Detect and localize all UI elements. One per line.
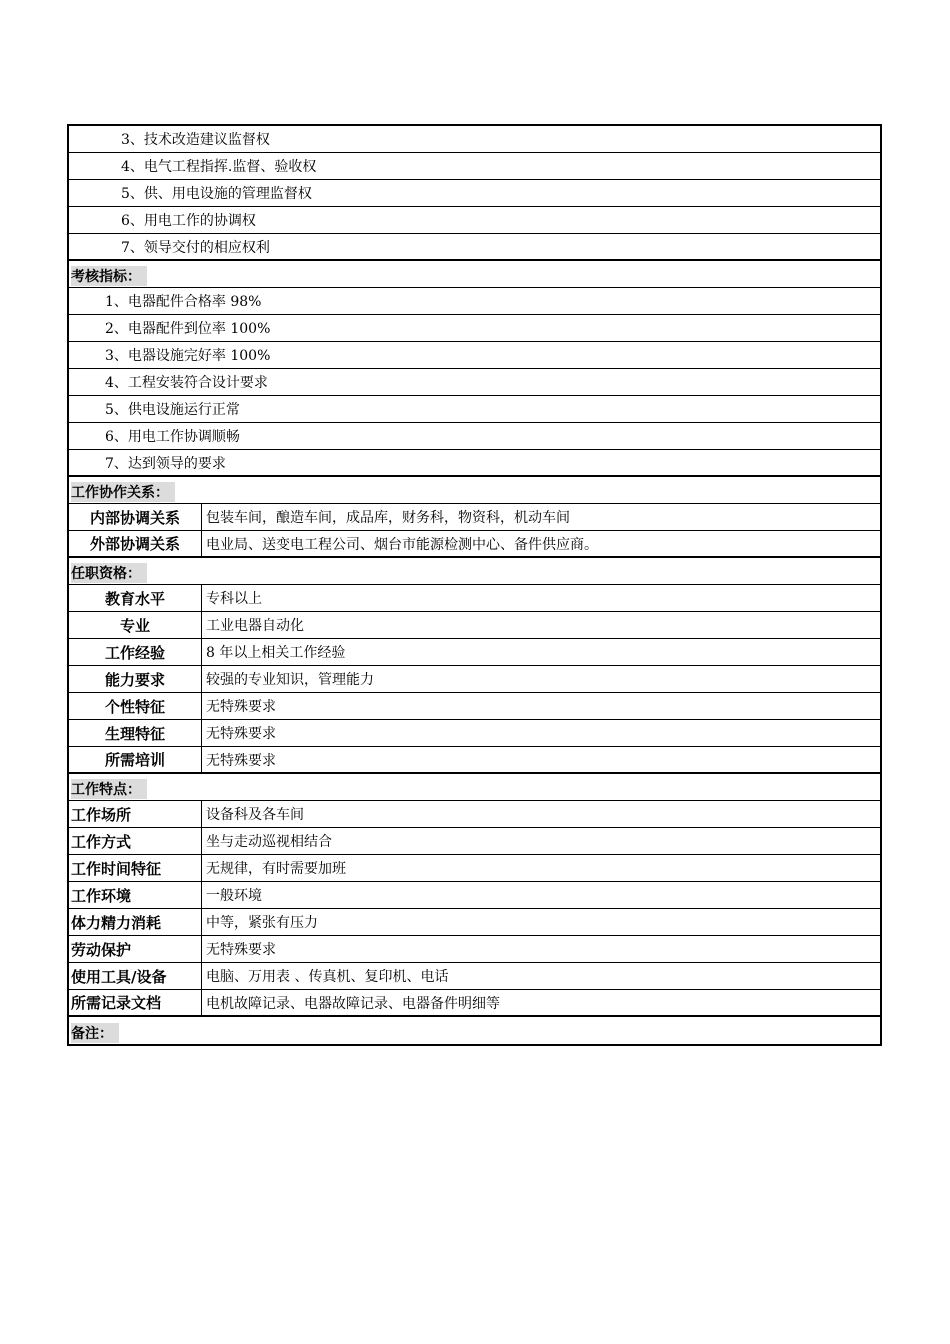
qualification-label: 教育水平 bbox=[69, 585, 202, 611]
kpi-row bbox=[69, 450, 880, 477]
features-section-header bbox=[69, 774, 880, 801]
remarks-section-header bbox=[69, 1017, 880, 1044]
features-title: 工作特点： bbox=[71, 779, 147, 799]
qualification-row bbox=[69, 666, 880, 693]
feature-row bbox=[69, 990, 880, 1017]
authority-row bbox=[69, 207, 880, 234]
authority-item: 6、用电工作的协调权 bbox=[121, 213, 256, 229]
qualification-row bbox=[69, 612, 880, 639]
qualification-label: 能力要求 bbox=[69, 666, 202, 692]
feature-value: 电机故障记录、电器故障记录、电器备件明细等 bbox=[206, 995, 500, 1012]
kpi-row bbox=[69, 315, 880, 342]
qualification-row bbox=[69, 747, 880, 774]
internal-relations-value: 包装车间，酿造车间，成品库，财务科，物资科，机动车间 bbox=[206, 510, 570, 526]
qualification-label: 生理特征 bbox=[69, 720, 202, 746]
feature-value: 无规律，有时需要加班 bbox=[206, 861, 346, 877]
feature-label: 体力精力消耗 bbox=[69, 909, 202, 935]
authority-item: 3、技术改造建议监督权 bbox=[121, 132, 270, 148]
feature-row bbox=[69, 963, 880, 990]
authority-row bbox=[69, 180, 880, 207]
feature-row bbox=[69, 828, 880, 855]
feature-label: 工作场所 bbox=[69, 801, 202, 827]
kpi-item: 7、达到领导的要求 bbox=[105, 455, 226, 472]
qualification-value: 无特殊要求 bbox=[206, 726, 276, 742]
qualification-label: 所需培训 bbox=[69, 747, 202, 772]
feature-label: 工作环境 bbox=[69, 882, 202, 908]
qualification-value: 工业电器自动化 bbox=[206, 618, 304, 634]
kpi-item: 2、电器配件到位率 100% bbox=[105, 321, 271, 337]
kpi-item: 4、工程安装符合设计要求 bbox=[105, 375, 268, 391]
feature-row bbox=[69, 909, 880, 936]
authority-item: 4、电气工程指挥.监督、验收权 bbox=[121, 159, 317, 175]
qualification-value: 8 年以上相关工作经验 bbox=[206, 645, 346, 661]
authority-row bbox=[69, 234, 880, 261]
qualification-label: 专业 bbox=[69, 612, 202, 638]
internal-relations-row bbox=[69, 504, 880, 531]
feature-value: 设备科及各车间 bbox=[206, 807, 304, 823]
qualification-label: 工作经验 bbox=[69, 639, 202, 665]
remarks-title: 备注： bbox=[71, 1023, 119, 1043]
kpi-title: 考核指标： bbox=[71, 266, 147, 286]
kpi-item: 6、用电工作协调顺畅 bbox=[105, 429, 240, 445]
qualification-value: 无特殊要求 bbox=[206, 699, 276, 715]
internal-relations-label: 内部协调关系 bbox=[69, 504, 202, 530]
feature-row bbox=[69, 936, 880, 963]
feature-label: 劳动保护 bbox=[69, 936, 202, 962]
authority-item: 7、领导交付的相应权利 bbox=[121, 239, 270, 256]
kpi-row bbox=[69, 369, 880, 396]
kpi-row bbox=[69, 396, 880, 423]
qualifications-title: 任职资格： bbox=[71, 563, 147, 583]
kpi-item: 3、电器设施完好率 100% bbox=[105, 348, 271, 364]
qualification-value: 无特殊要求 bbox=[206, 752, 276, 769]
authority-row bbox=[69, 153, 880, 180]
qualification-row bbox=[69, 693, 880, 720]
feature-value: 中等，紧张有压力 bbox=[206, 915, 318, 931]
feature-label: 所需记录文档 bbox=[69, 990, 202, 1015]
feature-value: 无特殊要求 bbox=[206, 942, 276, 958]
external-relations-label: 外部协调关系 bbox=[69, 531, 202, 556]
feature-label: 使用工具/设备 bbox=[69, 963, 202, 989]
qualification-label: 个性特征 bbox=[69, 693, 202, 719]
qualification-value: 较强的专业知识，管理能力 bbox=[206, 672, 374, 688]
kpi-row bbox=[69, 288, 880, 315]
kpi-item: 1、电器配件合格率 98% bbox=[105, 294, 262, 310]
authority-row bbox=[69, 126, 880, 153]
qualification-value: 专科以上 bbox=[206, 591, 262, 607]
kpi-section-header bbox=[69, 261, 880, 288]
feature-row bbox=[69, 882, 880, 909]
feature-value: 坐与走动巡视相结合 bbox=[206, 834, 332, 850]
feature-label: 工作时间特征 bbox=[69, 855, 202, 881]
qualification-row bbox=[69, 639, 880, 666]
feature-row bbox=[69, 855, 880, 882]
kpi-row bbox=[69, 342, 880, 369]
relations-title: 工作协作关系： bbox=[71, 482, 175, 502]
feature-label: 工作方式 bbox=[69, 828, 202, 854]
relations-section-header bbox=[69, 477, 880, 504]
kpi-item: 5、供电设施运行正常 bbox=[105, 402, 240, 418]
kpi-row bbox=[69, 423, 880, 450]
feature-value: 电脑、万用表 、传真机、复印机、电话 bbox=[206, 969, 449, 985]
external-relations-row bbox=[69, 531, 880, 558]
external-relations-value: 电业局、送变电工程公司、烟台市能源检测中心、备件供应商。 bbox=[206, 536, 598, 553]
feature-row bbox=[69, 801, 880, 828]
qualification-row bbox=[69, 585, 880, 612]
feature-value: 一般环境 bbox=[206, 888, 262, 904]
authority-item: 5、供、用电设施的管理监督权 bbox=[121, 186, 312, 202]
qualifications-section-header bbox=[69, 558, 880, 585]
job-description-table bbox=[67, 124, 882, 1046]
qualification-row bbox=[69, 720, 880, 747]
